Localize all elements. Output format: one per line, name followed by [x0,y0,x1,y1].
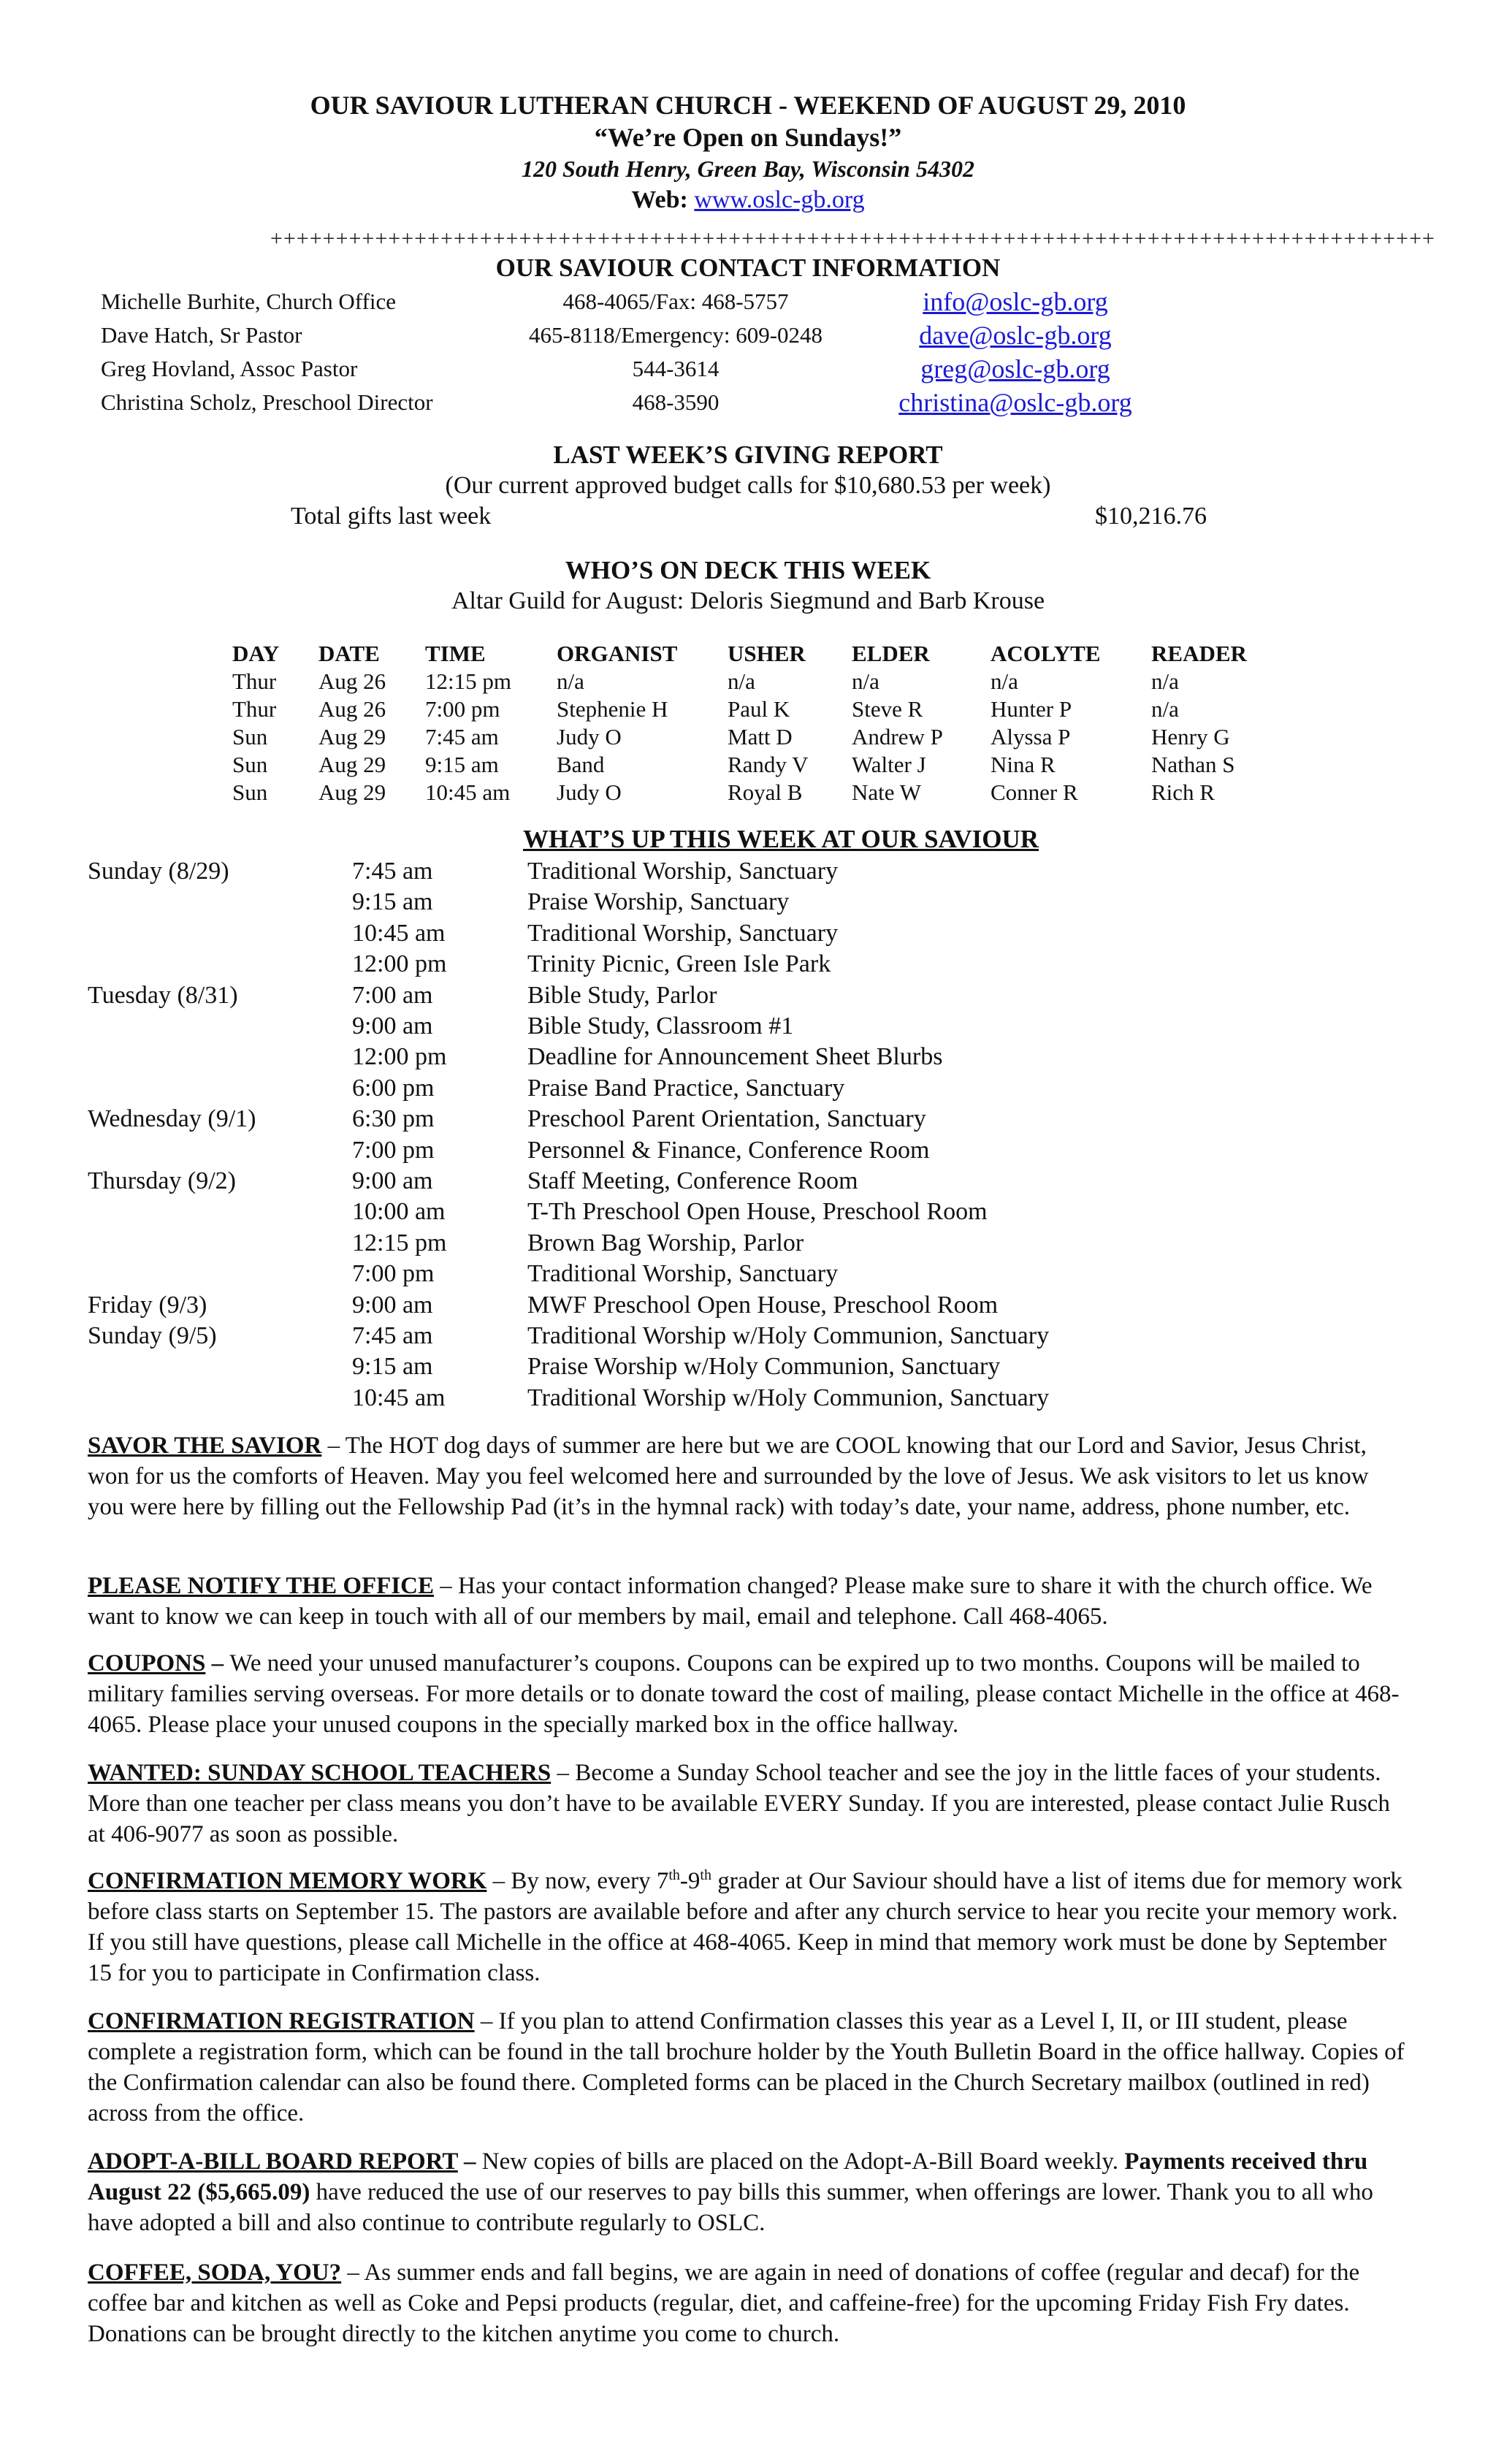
schedule-column-header: READER [1151,641,1247,666]
schedule-cell: Rich R [1151,779,1215,805]
on-deck-title: WHO’S ON DECK THIS WEEK [565,556,931,584]
event-row [0,1321,1496,1351]
contact-name: Michelle Burhite, Church Office [101,289,397,314]
event-row [0,980,1496,1011]
event-name: Bible Study, Classroom #1 [527,1012,794,1040]
event-name: Deadline for Announcement Sheet Blurbs [527,1043,943,1071]
announcement-adopt-a-bill: ADOPT-A-BILL BOARD REPORT – New copies of bills are placed on the Adopt-A-Bill Board weekly. Payments received thru August 22 ($5,665.09) have reduced the use of our reserves to pay bills this summer, when offerings are lower. Thank you to all who have adopted a bill and also continue to contribute regularly to OSLC. [88,2148,1373,2236]
announcement-notify: PLEASE NOTIFY THE OFFICE – Has your contact information changed? Please make sure to share it with the church office. We want to know we can keep in touch with all of our members by mail, email and telephone. Call 468-4065. [88,1573,1373,1630]
event-name: Traditional Worship, Sanctuary [527,858,839,885]
announcement-teachers: WANTED: SUNDAY SCHOOL TEACHERS – Become a Sunday School teacher and see the joy in the little faces of your students. More than one teacher per class means you don’t have to be available EVERY Sunday. If you are interested, please contact Julie Rusch at 406-9077 as soon as possible. [88,1760,1390,1847]
event-time: 9:15 am [352,888,433,916]
contact-phone: 468-3590 [632,389,720,415]
contact-phone: 468-4065/Fax: 468-5757 [562,289,789,314]
event-name: Praise Worship, Sanctuary [527,888,790,916]
schedule-cell: Nate W [852,779,921,805]
schedule-cell: Henry G [1151,724,1230,750]
schedule-cell: n/a [557,668,584,694]
event-time: 7:45 am [352,858,433,885]
event-name: Traditional Worship, Sanctuary [527,1260,839,1288]
schedule-cell: 12:15 pm [425,668,511,694]
contact-email-link[interactable]: christina@oslc-gb.org [898,388,1132,417]
contact-section-title: OUR SAVIOUR CONTACT INFORMATION [495,253,1001,282]
event-time: 7:00 pm [352,1260,435,1288]
schedule-cell: Aug 26 [318,696,386,722]
schedule-cell: Randy V [728,752,809,777]
schedule-column-header: DAY [232,641,280,666]
schedule-cell: Walter J [852,752,926,777]
schedule-cell: Aug 29 [318,752,386,777]
contact-name: Dave Hatch, Sr Pastor [101,322,302,348]
event-row [0,1104,1496,1134]
schedule-cell: Nathan S [1151,752,1235,777]
budget-note: (Our current approved budget calls for $10,680.53 per week) [445,472,1051,499]
event-name: T-Th Preschool Open House, Preschool Room [527,1198,988,1226]
event-time: 7:00 am [352,981,433,1009]
event-time: 7:45 am [352,1322,433,1349]
church-address: 120 South Henry, Green Bay, Wisconsin 54302 [522,156,974,182]
contact-row [0,320,1496,354]
schedule-cell: Judy O [557,779,622,805]
event-row [0,887,1496,918]
announcement-heading: COUPONS [88,1650,206,1677]
event-time: 10:00 am [352,1198,446,1226]
contact-row [0,387,1496,421]
total-gifts-value: $10,216.76 [1095,503,1207,530]
schedule-cell: 7:45 am [425,724,499,750]
event-day: Sunday (9/5) [88,1322,217,1349]
announcement-heading: COFFEE, SODA, YOU? [88,2259,342,2286]
schedule-cell: Steve R [852,696,923,722]
schedule-cell: Judy O [557,724,622,750]
schedule-cell: Conner R [991,779,1078,805]
event-day: Sunday (8/29) [88,858,229,885]
total-gifts-label: Total gifts last week [291,503,492,530]
schedule-column-header: DATE [318,641,380,666]
event-row [0,1259,1496,1289]
schedule-cell: Matt D [728,724,793,750]
schedule-cell: Paul K [728,696,790,722]
total-gifts-row [0,501,1496,533]
announcement-heading: CONFIRMATION MEMORY WORK [88,1868,487,1894]
event-name: Traditional Worship w/Holy Communion, Sanctuary [527,1322,1050,1349]
schedule-cell: Aug 29 [318,779,386,805]
event-row [0,856,1496,887]
schedule-cell: Thur [232,668,277,694]
event-day: Thursday (9/2) [88,1167,237,1194]
announcement-heading: PLEASE NOTIFY THE OFFICE [88,1573,435,1599]
schedule-cell: n/a [728,668,755,694]
event-time: 10:45 am [352,919,446,947]
event-row [0,1166,1496,1197]
schedule-column-header: USHER [728,641,806,666]
schedule-cell: Sun [232,724,268,750]
contact-email-link[interactable]: greg@oslc-gb.org [920,354,1110,384]
announcement-coupons: COUPONS – We need your unused manufacturer’s coupons. Coupons can be expired up to two months. Coupons will be mailed to military families serving overseas. For more details or to donate toward the cost of mailing, please contact Michelle in the office at 468-4065. Please place your unused coupons in the specially marked box in the office hallway. [88,1650,1400,1738]
schedule-cell: Sun [232,752,268,777]
announcement-heading: ADOPT-A-BILL BOARD REPORT [88,2148,458,2175]
event-time: 12:00 pm [352,1043,447,1071]
schedule-cell: Andrew P [852,724,943,750]
giving-report [0,440,1496,533]
event-row [0,1290,1496,1321]
schedule-row [232,751,1261,779]
schedule-cell: n/a [1151,668,1179,694]
event-name: Traditional Worship, Sanctuary [527,919,839,947]
event-name: Staff Meeting, Conference Room [527,1167,858,1194]
web-line [0,184,1496,216]
event-time: 9:00 am [352,1291,433,1319]
schedule-column-header: ACOLYTE [991,641,1101,666]
schedule-cell: Stephenie H [557,696,668,722]
event-row [0,1351,1496,1382]
schedule-row [232,723,1261,751]
event-name: Praise Worship w/Holy Communion, Sanctuary [527,1353,1001,1381]
event-row [0,1135,1496,1166]
event-row [0,949,1496,980]
contact-email-link[interactable]: dave@oslc-gb.org [919,321,1112,350]
announcement-memory-work: CONFIRMATION MEMORY WORK – By now, every 7th-9th grader at Our Saviour should have a list of items due for memory work before class starts on September 15. The pastors are available before and after any church service to hear you recite your memory work. If you still have questions, please call Michelle in the office at 468-4065. Keep in mind that memory work must be done by September 15 for you to participate in Confirmation class. [88,1867,1402,1986]
announcement-registration: CONFIRMATION REGISTRATION – If you plan to attend Confirmation classes this year as a Level I, II, or III student, please complete a registration form, which can be found in the tall brochure holder by the Youth Bulletin Board in the office hallway. Copies of the Confirmation calendar can also be found there. Completed forms can be placed in the Church Secretary mailbox (outlined in red) across from the office. [88,2008,1405,2127]
schedule-cell: n/a [1151,696,1179,722]
schedule-cell: 9:15 am [425,752,499,777]
event-name: Trinity Picnic, Green Isle Park [527,950,831,978]
schedule-cell: Band [557,752,605,777]
schedule-cell: Sun [232,779,268,805]
event-row [0,1042,1496,1072]
schedule-cell: Nina R [991,752,1056,777]
event-name: Praise Band Practice, Sanctuary [527,1074,845,1102]
altar-guild: Altar Guild for August: Deloris Siegmund and Barb Krouse [451,587,1045,614]
event-name: Brown Bag Worship, Parlor [527,1229,804,1256]
event-row [0,1228,1496,1259]
event-name: Personnel & Finance, Conference Room [527,1136,930,1164]
tagline: “We’re Open on Sundays!” [594,123,902,152]
schedule-cell: Aug 26 [318,668,386,694]
event-time: 9:00 am [352,1167,433,1194]
schedule-header-row [232,640,1261,668]
contact-row [0,286,1496,320]
schedule-cell: n/a [991,668,1018,694]
event-time: 12:15 pm [352,1229,447,1256]
event-time: 12:00 pm [352,950,447,978]
bulletin-title: OUR SAVIOUR LUTHERAN CHURCH - WEEKEND OF AUGUST 29, 2010 [310,91,1186,120]
schedule-cell: n/a [852,668,879,694]
schedule-cell: Royal B [728,779,803,805]
contact-name: Greg Hovland, Assoc Pastor [101,356,358,381]
website-link[interactable]: www.oslc-gb.org [694,186,865,213]
event-day: Wednesday (9/1) [88,1105,256,1133]
announcement-coffee: COFFEE, SODA, YOU? – As summer ends and fall begins, we are again in need of donations of coffee (regular and decaf) for the coffee bar and kitchen as well as Coke and Pepsi products (regular, diet, and caffeine-free) for the upcoming Friday Fish Fry dates. Donations can be brought directly to the kitchen anytime you come to church. [88,2259,1360,2347]
event-name: Bible Study, Parlor [527,981,717,1009]
schedule-cell: Thur [232,696,277,722]
on-deck-section [0,555,1496,617]
schedule-column-header: TIME [425,641,486,666]
contact-phone: 465-8118/Emergency: 609-0248 [528,322,823,348]
event-time: 9:00 am [352,1012,433,1040]
announcement-heading: SAVOR THE SAVIOR [88,1433,322,1459]
schedule-cell: Hunter P [991,696,1072,722]
event-row [0,1383,1496,1414]
schedule-column-header: ELDER [852,641,930,666]
bulletin-header [0,89,1496,216]
schedule-cell: Aug 29 [318,724,386,750]
event-row [0,1073,1496,1104]
event-name: Traditional Worship w/Holy Communion, Sanctuary [527,1384,1050,1411]
event-time: 10:45 am [352,1384,446,1411]
contact-phone: 544-3614 [632,356,720,381]
giving-title: LAST WEEK’S GIVING REPORT [553,440,943,469]
event-row [0,1197,1496,1227]
event-name: MWF Preschool Open House, Preschool Room [527,1291,999,1319]
event-time: 6:30 pm [352,1105,435,1133]
schedule-cell: Alyssa P [991,724,1071,750]
contact-email-link[interactable]: info@oslc-gb.org [923,287,1108,316]
contact-name: Christina Scholz, Preschool Director [101,389,433,415]
event-time: 6:00 pm [352,1074,435,1102]
web-label: Web: [631,186,688,213]
announcement-heading: WANTED: SUNDAY SCHOOL TEACHERS [88,1760,552,1786]
volunteer-schedule-table [232,640,1261,806]
event-time: 7:00 pm [352,1136,435,1164]
announcement-savor: SAVOR THE SAVIOR – The HOT dog days of summer are here but we are COOL knowing that our Lord and Savior, Jesus Christ, won for us the comforts of Heaven. May you feel welcomed here and surrounded by the love of Jesus. We ask visitors to let us know you were here by filling out the Fellowship Pad (it’s in the hymnal rack) with today’s date, your name, address, phone number, etc. [88,1433,1369,1520]
schedule-row [232,668,1261,695]
plus-divider: +++++++++++++++++++++++++++++++++++++++++++++++++++++++++++++++++++++++++++++++++++++++++ [270,226,1435,251]
event-day: Tuesday (8/31) [88,981,238,1009]
schedule-cell: 10:45 am [425,779,511,805]
event-row [0,918,1496,949]
event-name: Preschool Parent Orientation, Sanctuary [527,1105,926,1133]
schedule-row [232,695,1261,723]
event-day: Friday (9/3) [88,1291,207,1319]
whats-up-title: WHAT’S UP THIS WEEK AT OUR SAVIOUR [522,825,1039,853]
event-row [0,1011,1496,1042]
schedule-row [232,779,1261,806]
contact-row [0,354,1496,387]
schedule-column-header: ORGANIST [557,641,678,666]
schedule-cell: 7:00 pm [425,696,500,722]
announcement-heading: CONFIRMATION REGISTRATION [88,2008,475,2034]
event-time: 9:15 am [352,1353,433,1381]
